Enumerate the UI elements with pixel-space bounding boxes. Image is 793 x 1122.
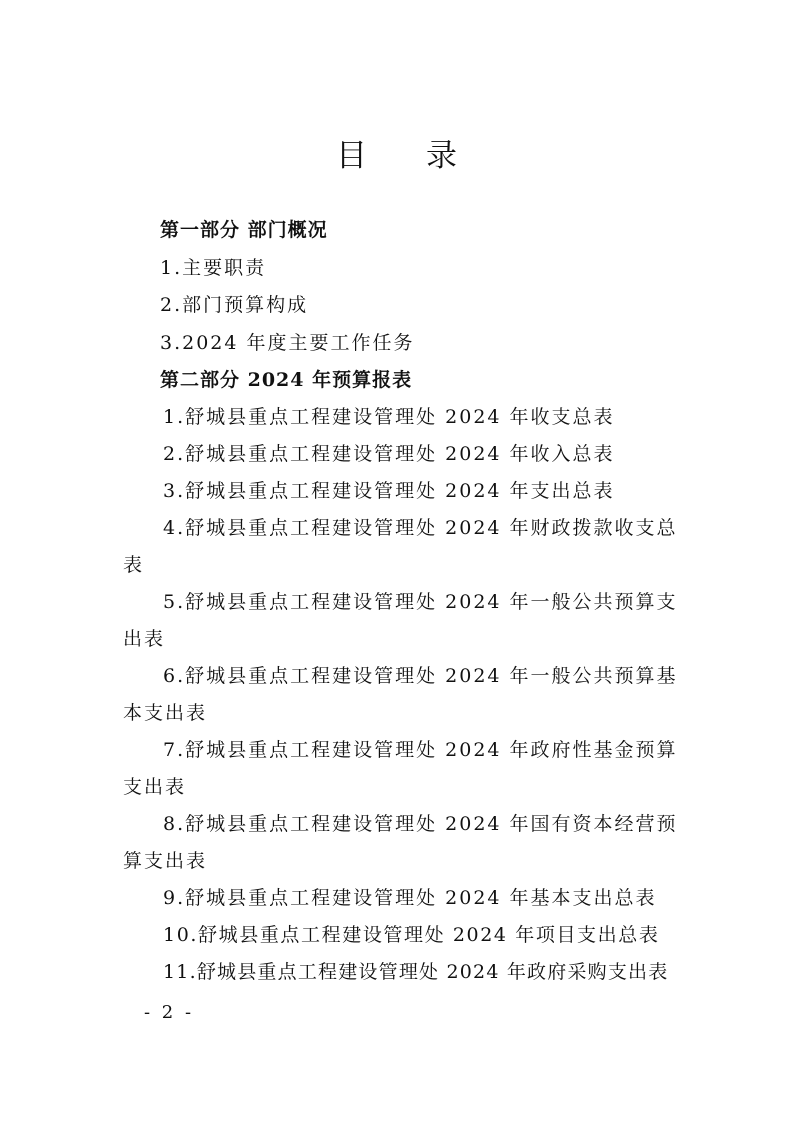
toc-item-continuation: 本支出表 xyxy=(123,702,208,724)
toc-item-continuation: 表 xyxy=(123,554,145,576)
toc-item: 7.舒城县重点工程建设管理处 2024 年政府性基金预算 xyxy=(163,739,678,761)
toc-item: 1.主要职责 xyxy=(160,257,267,279)
toc-item: 4.舒城县重点工程建设管理处 2024 年财政拨款收支总 xyxy=(163,517,678,539)
toc-item: 6.舒城县重点工程建设管理处 2024 年一般公共预算基 xyxy=(163,665,678,687)
page-title: 目 录 xyxy=(335,138,458,174)
toc-item-continuation: 出表 xyxy=(123,628,166,650)
toc-item: 2.部门预算构成 xyxy=(160,294,309,316)
toc-item: 3.舒城县重点工程建设管理处 2024 年支出总表 xyxy=(163,480,615,502)
section-heading-part1: 第一部分 部门概况 xyxy=(160,219,328,241)
toc-item: 1.舒城县重点工程建设管理处 2024 年收支总表 xyxy=(163,406,615,428)
toc-item: 3.2024 年度主要工作任务 xyxy=(160,332,415,354)
toc-item: 9.舒城县重点工程建设管理处 2024 年基本支出总表 xyxy=(163,887,657,909)
toc-item: 11.舒城县重点工程建设管理处 2024 年政府采购支出表 xyxy=(163,961,669,983)
toc-item: 8.舒城县重点工程建设管理处 2024 年国有资本经营预 xyxy=(163,813,678,835)
section-heading-part2: 第二部分 2024 年预算报表 xyxy=(160,369,413,391)
toc-item: 5.舒城县重点工程建设管理处 2024 年一般公共预算支 xyxy=(163,591,678,613)
toc-item: 10.舒城县重点工程建设管理处 2024 年项目支出总表 xyxy=(163,924,660,946)
toc-item: 2.舒城县重点工程建设管理处 2024 年收入总表 xyxy=(163,443,615,465)
toc-item-continuation: 算支出表 xyxy=(123,850,208,872)
page-number: - 2 - xyxy=(144,1002,195,1023)
toc-item-continuation: 支出表 xyxy=(123,776,187,798)
